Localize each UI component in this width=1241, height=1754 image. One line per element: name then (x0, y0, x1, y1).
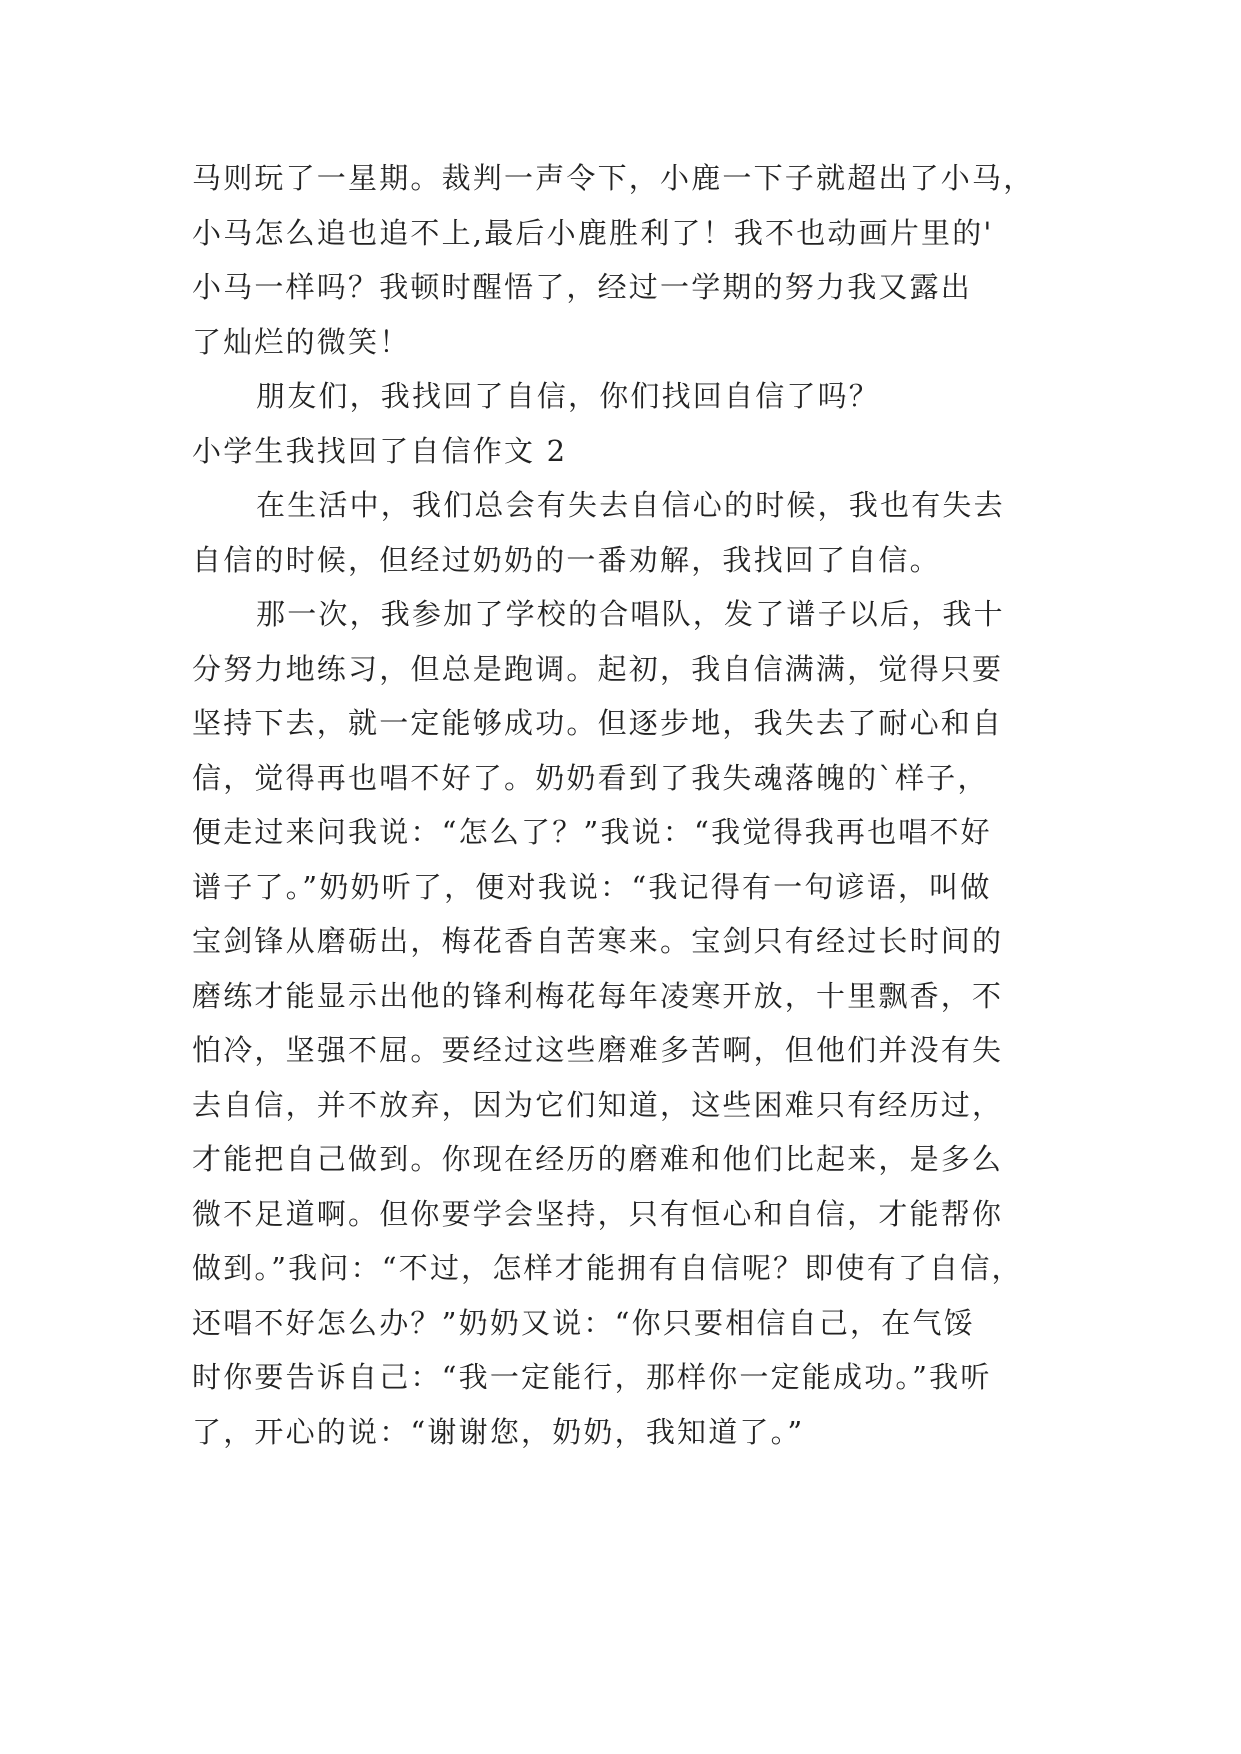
paragraph-line: 信，觉得再也唱不好了。奶奶看到了我失魂落魄的`样子， (192, 761, 989, 795)
paragraph-line: 还唱不好怎么办？”奶奶又说：“你只要相信自己，在气馁 (192, 1306, 975, 1340)
paragraph-line: 便走过来问我说：“怎么了？”我说：“我觉得我再也唱不好 (192, 815, 992, 849)
paragraph-line: 马则玩了一星期。裁判一声令下，小鹿一下子就超出了小马， (192, 161, 1035, 195)
paragraph-line: 小马一样吗？我顿时醒悟了，经过一学期的努力我又露出 (192, 270, 973, 304)
paragraph-line: 小马怎么追也追不上,最后小鹿胜利了！我不也动画片里的' (192, 216, 994, 250)
paragraph-line: 那一次，我参加了学校的合唱队，发了谱子以后，我十 (256, 597, 1005, 631)
section-title: 小学生我找回了自信作文 2 (192, 434, 568, 468)
paragraph-line: 谱子了。”奶奶听了，便对我说：“我记得有一句谚语，叫做 (192, 870, 992, 904)
paragraph-line: 做到。”我问：“不过，怎样才能拥有自信呢？即使有了自信， (192, 1251, 1023, 1285)
paragraph-line: 时你要告诉自己：“我一定能行，那样你一定能成功。”我听 (192, 1360, 992, 1394)
paragraph-line: 了灿烂的微笑！ (192, 325, 411, 359)
paragraph-line: 才能把自己做到。你现在经历的磨难和他们比起来，是多么 (192, 1142, 1004, 1176)
paragraph-line: 微不足道啊。但你要学会坚持，只有恒心和自信，才能帮你 (192, 1197, 1004, 1231)
paragraph-line: 自信的时候，但经过奶奶的一番劝解，我找回了自信。 (192, 543, 941, 577)
paragraph-line: 宝剑锋从磨砺出，梅花香自苦寒来。宝剑只有经过长时间的 (192, 924, 1004, 958)
paragraph-line: 磨练才能显示出他的锋利梅花每年凌寒开放，十里飘香，不 (192, 979, 1004, 1013)
paragraph-line: 坚持下去，就一定能够成功。但逐步地，我失去了耐心和自 (192, 706, 1004, 740)
paragraph-line: 朋友们，我找回了自信，你们找回自信了吗？ (256, 379, 881, 413)
paragraph-line: 分努力地练习，但总是跑调。起初，我自信满满，觉得只要 (192, 652, 1004, 686)
paragraph-line: 在生活中，我们总会有失去自信心的时候，我也有失去 (256, 488, 1005, 522)
paragraph-line: 去自信，并不放弃，因为它们知道，这些困难只有经历过， (192, 1088, 1004, 1122)
paragraph-line: 怕冷，坚强不屈。要经过这些磨难多苦啊，但他们并没有失 (192, 1033, 1004, 1067)
paragraph-line: 了，开心的说：“谢谢您，奶奶，我知道了。” (192, 1415, 805, 1449)
